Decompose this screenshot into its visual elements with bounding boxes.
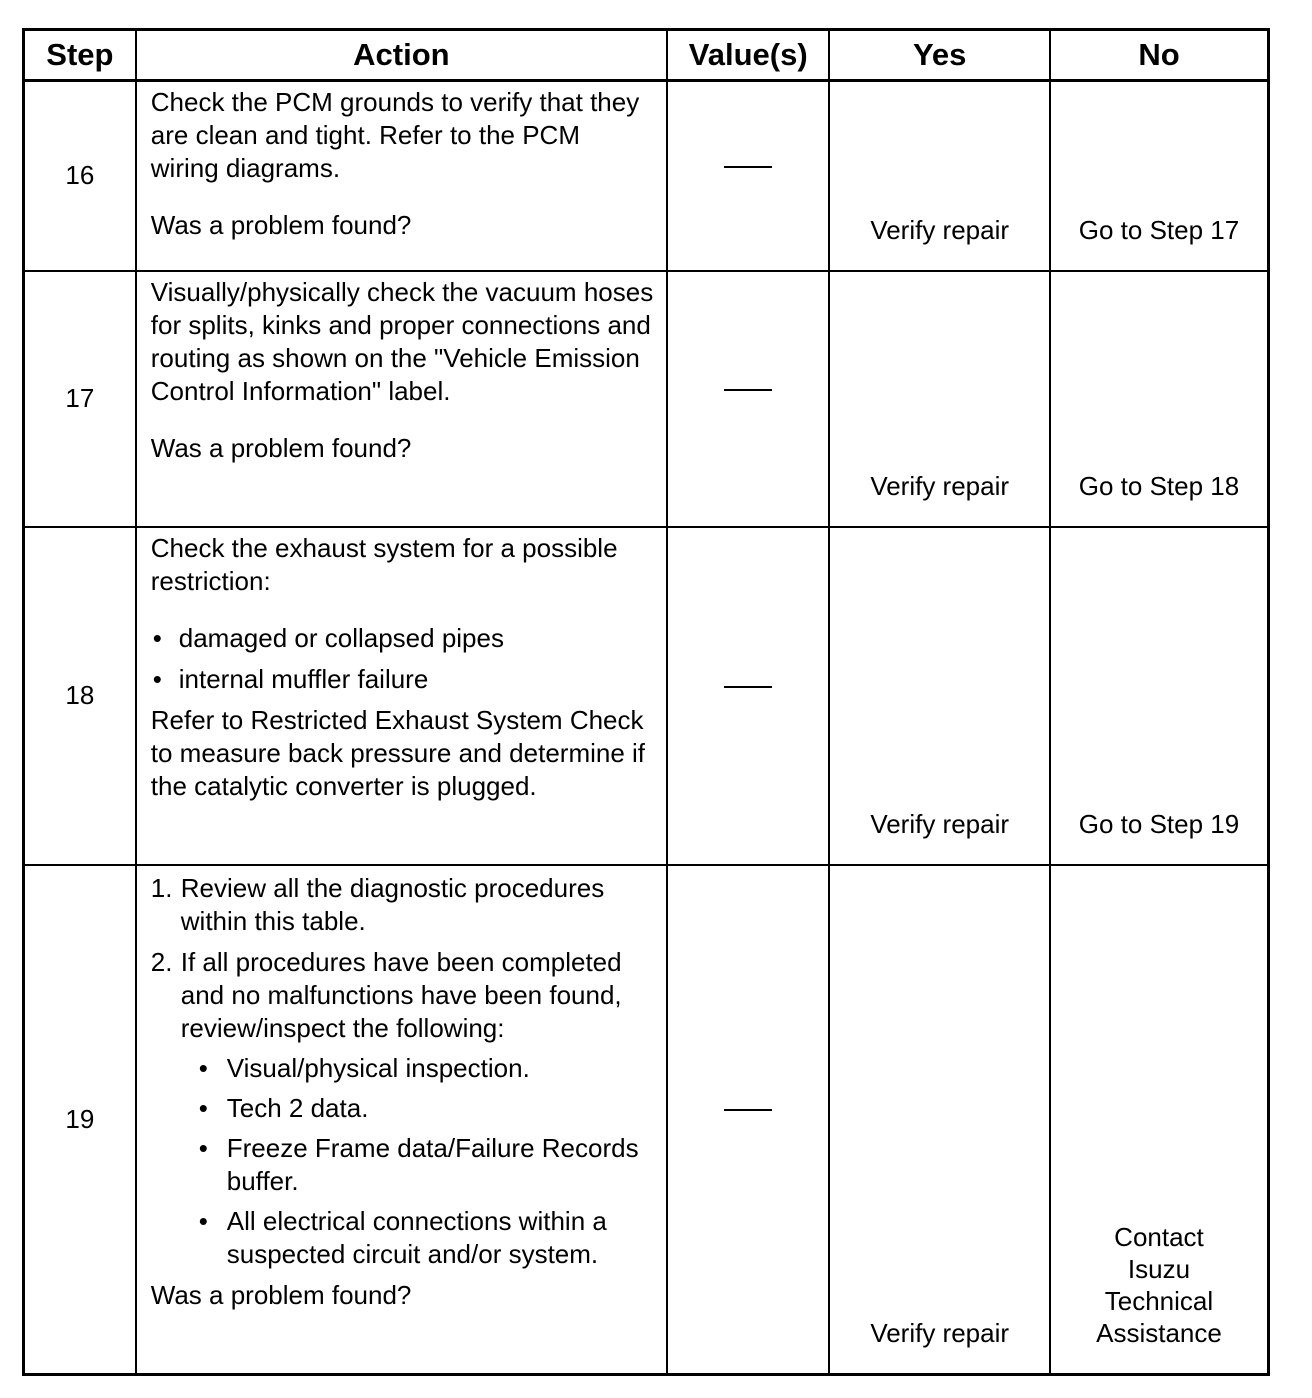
bullet-item: • damaged or collapsed pipes [152,622,504,653]
header-row [24,30,1269,81]
value-cell [667,865,829,1375]
action-cell [136,81,667,271]
sub-bullet-item: • All electrical connections within a suspected circuit and/or system. [198,1205,607,1269]
value-dash [724,1109,772,1111]
no-cell: Go to Step 18 [1050,271,1269,527]
action-cell [136,527,667,865]
value-cell [667,527,829,865]
header-values: Value(s) [667,30,829,81]
value-dash [724,389,772,391]
no-cell: Go to Step 19 [1050,527,1269,865]
table-row [24,81,1269,271]
sub-bullet-item: • Visual/physical inspection. [198,1052,530,1083]
header-no: No [1050,30,1269,81]
sub-bullet-item: • Freeze Frame data/Failure Records buffer. [198,1132,639,1196]
value-dash [724,686,772,688]
no-cell: Go to Step 17 [1050,81,1269,271]
yes-cell: Verify repair [829,865,1050,1375]
action-text: Check the exhaust system for a possible restriction: [150,532,618,596]
numbered-item: 1. Review all the diagnostic procedures within this table. [150,872,605,936]
action-text: Check the PCM grounds to verify that they are clean and tight. Refer to the PCM wiring diagrams. [150,87,640,183]
step-number: 17 [24,271,136,527]
yes-cell: Verify repair [829,527,1050,865]
no-cell [1050,865,1269,1375]
value-dash [724,166,772,168]
numbered-item: 2. If all procedures have been completed and no malfunctions have been found, review/inspect the following: [150,946,622,1043]
header-action: Action [136,30,667,81]
step-number: 19 [24,865,136,1375]
value-cell [667,81,829,271]
action-question: Was a problem found? [150,432,412,463]
no-contact-text: Contact Isuzu Technical Assistance [1096,1222,1222,1348]
action-cell [136,865,667,1375]
action-text: Visually/physically check the vacuum hoses for splits, kinks and proper connections and routing as shown on the "Vehicle Emission Control Information" label. [150,276,654,406]
table-row [24,527,1269,865]
header-step: Step [24,30,136,81]
table-row [24,271,1269,527]
sub-bullet-item: • Tech 2 data. [198,1092,369,1123]
step-number: 16 [24,81,136,271]
table-row [24,865,1269,1375]
action-tail-text: Refer to Restricted Exhaust System Check to measure back pressure and determine if the catalytic converter is plugged. [150,704,646,801]
diagnostic-table [22,28,1270,1376]
header-yes: Yes [829,30,1050,81]
step-number: 18 [24,527,136,865]
yes-cell: Verify repair [829,271,1050,527]
action-question: Was a problem found? [150,1279,412,1310]
action-cell [136,271,667,527]
yes-cell: Verify repair [829,81,1050,271]
value-cell [667,271,829,527]
bullet-item: • internal muffler failure [152,663,429,694]
action-question: Was a problem found? [150,210,412,240]
